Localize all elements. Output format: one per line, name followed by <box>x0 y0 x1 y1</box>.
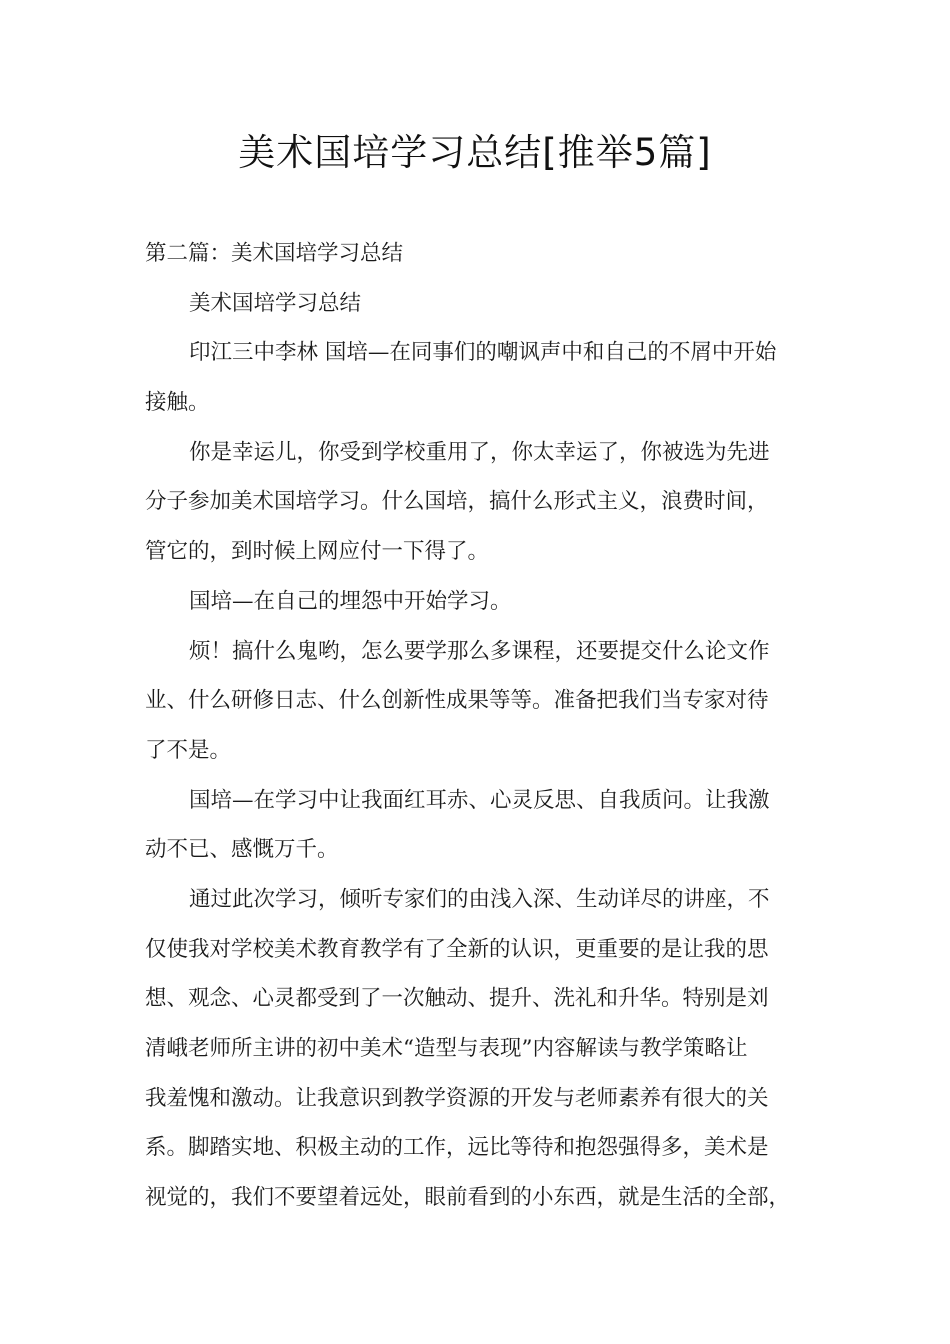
paragraph-line: 烦！搞什么鬼哟，怎么要学那么多课程，还要提交什么论文作 <box>189 638 770 664</box>
paragraph-line: 你是幸运儿，你受到学校重用了，你太幸运了，你被选为先进 <box>189 439 770 465</box>
document-body <box>145 229 815 1223</box>
paragraph-line: 分子参加美术国培学习。什么国培，搞什么形式主义，浪费时间， <box>145 489 769 515</box>
paragraph-line: 系。脚踏实地、积极主动的工作，远比等待和抱怨强得多，美术是 <box>145 1135 769 1161</box>
paragraph-line: 清峨老师所主讲的初中美术“造型与表现”内容解读与教学策略让 <box>145 1036 748 1061</box>
paragraph-line: 业、什么研修日志、什么创新性成果等等。准备把我们当专家对待 <box>145 688 769 714</box>
paragraph-line: 管它的，到时候上网应付一下得了。 <box>145 539 490 565</box>
paragraph-line: 动不已、感慨万千。 <box>145 837 339 863</box>
paragraph-line: 我羞愧和激动。让我意识到教学资源的开发与老师素养有很大的关 <box>145 1085 769 1111</box>
document-title: 美术国培学习总结[推举5篇] <box>238 131 712 174</box>
paragraph-line: 接触。 <box>145 390 210 416</box>
paragraph-line: 了不是。 <box>145 737 232 763</box>
section-heading: 第二篇：美术国培学习总结 <box>145 241 404 266</box>
paragraph-line: 印江三中李林 国培—在同事们的嘲讽声中和自己的不屑中开始 <box>189 340 777 366</box>
paragraph-line: 通过此次学习，倾听专家们的由浅入深、生动详尽的讲座，不 <box>189 886 770 912</box>
paragraph-line: 想、观念、心灵都受到了一次触动、提升、洗礼和升华。特别是刘 <box>145 986 769 1012</box>
paragraph-line: 国培—在自己的埋怨中开始学习。 <box>189 588 512 614</box>
paragraph-line: 视觉的，我们不要望着远处，眼前看到的小东西，就是生活的全部， <box>145 1185 791 1211</box>
paragraph-line: 国培—在学习中让我面红耳赤、心灵反思、自我质问。让我激 <box>189 787 770 813</box>
subheading: 美术国培学习总结 <box>189 290 362 316</box>
paragraph-line: 仅使我对学校美术教育教学有了全新的认识，更重要的是让我的思 <box>145 936 769 962</box>
